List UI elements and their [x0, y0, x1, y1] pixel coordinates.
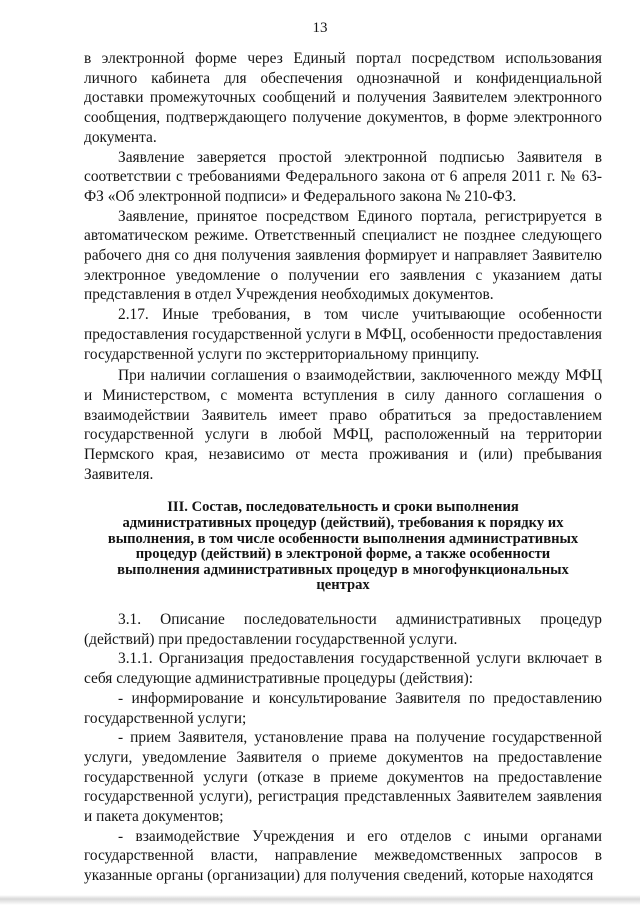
scan-bottom-edge — [0, 895, 640, 905]
section-heading-iii: III. Состав, последовательность и сроки выполнения административных процедур (действий), требования к порядку их выполнения, в том числе особенности выполнения административных процедур (действий) в электроной форме, а также особенности выполнения административных процедур в многофункциональных центрах — [107, 499, 579, 594]
document-body — [84, 49, 602, 886]
list-item-interaction: - взаимодействие Учреждения и его отделов с иными органами государственной власти, направление межведомственных запросов в указанные органы (организации) для получения сведений, которые находятся — [84, 827, 602, 885]
page-number: 13 — [312, 20, 328, 36]
paragraph-registration: Заявление, принятое посредством Единого портала, регистрируется в автоматическом режиме. Ответственный специалист не позднее следующего рабочего дня со дня получения заявления формирует и направляет Заявителю электронное уведомление о получении его заявления с указанием даты представления в отдел Учреждения необходимых документов. — [84, 207, 602, 304]
list-item-informing: - информирование и консультирование Заявителя по предоставлению государственной услуги; — [84, 689, 602, 727]
paragraph-2-17: 2.17. Иные требования, в том числе учитывающие особенности предоставления государственной услуги в МФЦ, особенности предоставления государственной услуги по экстерриториальному принципу. — [84, 306, 602, 363]
paragraph-3-1-1: 3.1.1. Организация предоставления государственной услуги включает в себя следующие административные процедуры (действия): — [84, 650, 602, 688]
paragraph-signature: Заявление заверяется простой электронной подписью Заявителя в соответствии с требованиями Федерального закона от 6 апреля 2011 г. № 63-ФЗ «Об электронной подписи» и Федерального закона № 210-ФЗ. — [84, 148, 602, 205]
paragraph-mfc-agreement: При наличии соглашения о взаимодействии, заключенного между МФЦ и Министерством, с момента вступления в силу данного соглашения о взаимодействии Заявитель имеет право обратиться за предоставлением государственной услуги в любой МФЦ, расположенный на территории Пермского края, независимо от места проживания и (или) пребывания Заявителя. — [84, 367, 602, 483]
paragraph-continuation: в электронной форме через Единый портал посредством использования личного кабинета для обеспечения однозначной и конфиденциальной доставки промежуточных сообщений и получения Заявителем электронного сообщения, подтверждающего получение документов, в форме электронного документа. — [84, 50, 602, 146]
paragraph-3-1: 3.1. Описание последовательности административных процедур (действий) при предоставлении государственной услуги. — [84, 611, 602, 648]
list-item-reception: - прием Заявителя, установление права на получение государственной услуги, уведомление Заявителя о приеме документов на предоставление государственной услуги (отказе в приеме документов на предоставление государственной услуги), регистрация представленных Заявителем заявления и пакета документов; — [84, 729, 602, 826]
